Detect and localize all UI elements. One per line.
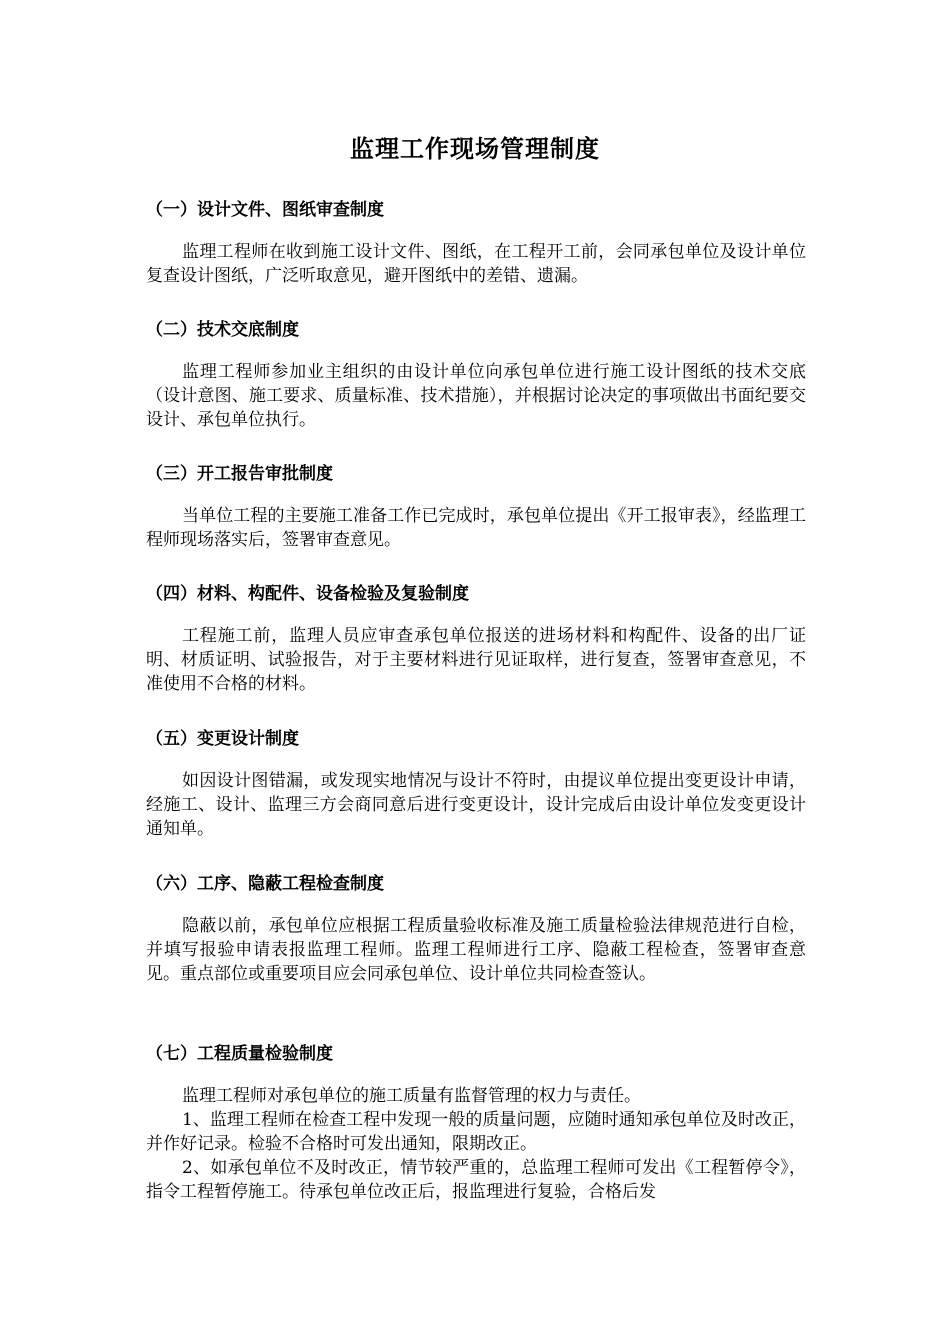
paragraph: 监理工程师在收到施工设计文件、图纸，在工程开工前，会同承包单位及设计单位复查设计图纸，广泛听取意见，避开图纸中的差错、遗漏。 bbox=[146, 242, 806, 286]
section-body bbox=[146, 624, 806, 696]
section-heading: （三）开工报告审批制度 bbox=[146, 464, 333, 484]
section-7 bbox=[146, 1042, 806, 1204]
paragraph: 工程施工前，监理人员应审查承包单位报送的进场材料和构配件、设备的出厂证明、材质证明、试验报告，对于主要材料进行见证取样，进行复查，签署审查意见，不准使用不合格的材料。 bbox=[146, 626, 806, 694]
section-body bbox=[146, 360, 806, 432]
paragraph: 监理工程师参加业主组织的由设计单位向承包单位进行施工设计图纸的技术交底（设计意图、施工要求、质量标准、技术措施），并根据讨论决定的事项做出书面纪要交设计、承包单位执行。 bbox=[146, 362, 806, 430]
section-heading: （六）工序、隐蔽工程检查制度 bbox=[146, 874, 384, 894]
section-2 bbox=[146, 318, 806, 432]
paragraph: 2、如承包单位不及时改正，情节较严重的，总监理工程师可发出《工程暂停令》，指令工程暂停施工。待承包单位改正后，报监理进行复验，合格后发 bbox=[146, 1158, 806, 1202]
section-4 bbox=[146, 582, 806, 696]
page-title: 监理工作现场管理制度 bbox=[350, 135, 600, 163]
section-heading: （四）材料、构配件、设备检验及复验制度 bbox=[146, 584, 469, 604]
paragraph: 1、监理工程师在检查工程中发现一般的质量问题，应随时通知承包单位及时改正，并作好记录。检验不合格时可发出通知，限期改正。 bbox=[146, 1110, 806, 1154]
paragraph: 如因设计图错漏，或发现实地情况与设计不符时，由提议单位提出变更设计申请，经施工、设计、监理三方会商同意后进行变更设计，设计完成后由设计单位发变更设计通知单。 bbox=[146, 771, 806, 839]
section-heading: （二）技术交底制度 bbox=[146, 320, 299, 340]
section-body bbox=[146, 769, 806, 841]
section-1 bbox=[146, 198, 806, 288]
section-5 bbox=[146, 727, 806, 841]
paragraph: 隐蔽以前，承包单位应根据工程质量验收标准及施工质量检验法律规范进行自检，并填写报验申请表报监理工程师。监理工程师进行工序、隐蔽工程检查，签署审查意见。重点部位或重要项目应会同承包单位、设计单位共同检查签认。 bbox=[146, 916, 806, 984]
section-3 bbox=[146, 462, 806, 552]
section-body bbox=[146, 1084, 806, 1204]
section-heading: （五）变更设计制度 bbox=[146, 729, 299, 749]
section-6 bbox=[146, 872, 806, 986]
section-body bbox=[146, 504, 806, 552]
section-heading: （七）工程质量检验制度 bbox=[146, 1044, 333, 1064]
section-body bbox=[146, 240, 806, 288]
paragraph: 当单位工程的主要施工准备工作已完成时，承包单位提出《开工报审表》，经监理工程师现场落实后，签署审查意见。 bbox=[146, 506, 806, 550]
paragraph: 监理工程师对承包单位的施工质量有监督管理的权力与责任。 bbox=[182, 1086, 641, 1106]
section-heading: （一）设计文件、图纸审查制度 bbox=[146, 200, 384, 220]
section-body bbox=[146, 914, 806, 986]
